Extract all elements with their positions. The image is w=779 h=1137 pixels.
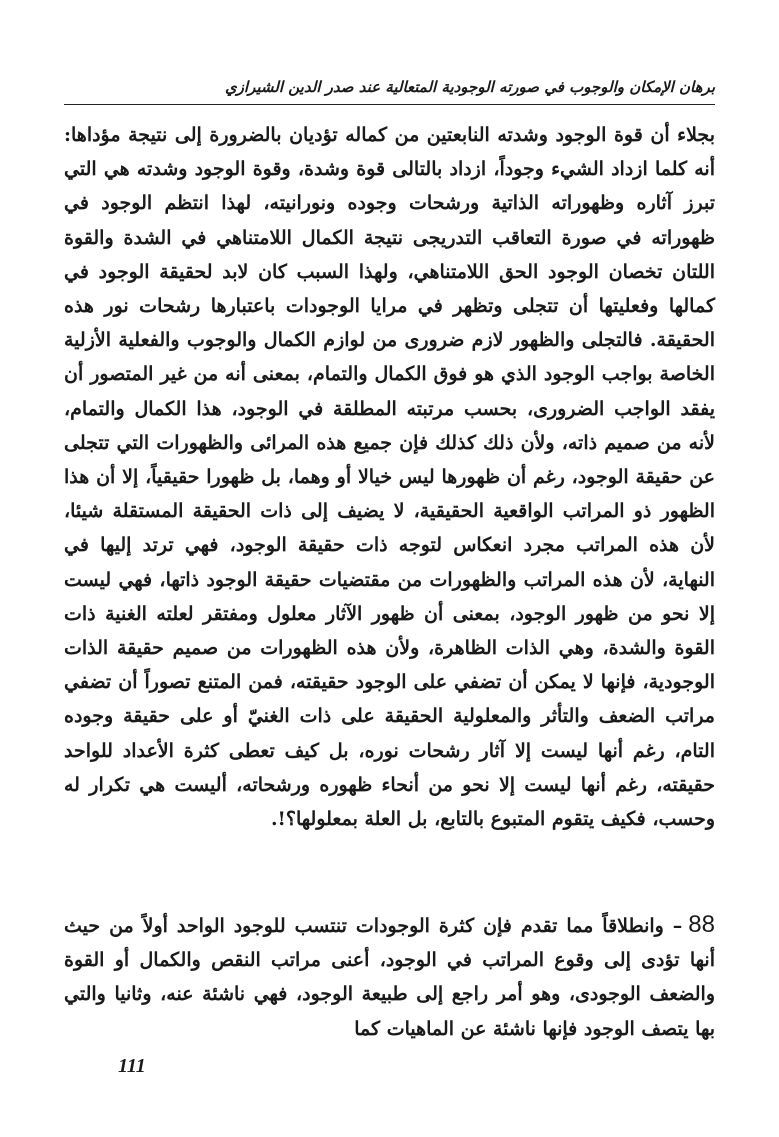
running-header: برهان الإمكان والوجوب في صورته الوجودية المتعالية عند صدر الدين الشيرازي [64,78,715,105]
section-number: 88 [688,911,715,938]
paragraph-2 [64,908,715,1046]
paragraph-1: بجلاء أن قوة الوجود وشدته النابعتين من كماله تؤديان بالضرورة إلى نتيجة مؤداها: أنه كلما ازداد الشيء وجوداً، ازداد بالتالى قوة وشدة، وقوة الوجود وشدته هي التي تبرز آثاره وظهوراته الذاتية ورشحات وجوده ونورانيته، لهذا انتظم الوجود في ظهوراته في صورة التعاقب التدريجى نتيجة الكمال اللامتناهي في الشدة والقوة اللتان تخصان الوجود الحق اللامتناهي، ولهذا السبب كان لابد لحقيقة الوجود في كمالها وفعليتها أن تتجلى وتظهر في مرايا الوجودات باعتبارها رشحات نور هذه الحقيقة. فالتجلى والظهور لازم ضرورى من لوازم الكمال والوجوب والفعلية الأزلية الخاصة بواجب الوجود الذي هو فوق الكمال والتمام، بمعنى أنه من غير المتصور أن يفقد الواجب الضرورى، بحسب مرتبته المطلقة في الوجود، هذا الكمال والتمام، لأنه من صميم ذاته، ولأن ذلك كذلك فإن جميع هذه المرائى والظهورات التي تتجلى عن حقيقة الوجود، رغم أن ظهورها ليس خيالا أو وهما، بل ظهورا حقيقياً، إلا أن هذا الظهور ذو المراتب الواقعية الحقيقية، لا يضيف إلى ذات الحقيقة المستقلة شيئا، لأن هذه المراتب مجرد انعكاس لتوجه ذات حقيقة الوجود، فهي ترتد إليها في النهاية، لأن هذه المراتب والظهورات من مقتضيات حقيقة الوجود ذاتها، فهي ليست إلا نحو من ظهور الوجود، بمعنى أن ظهور الآثار معلول ومفتقر لعلته الغنية ذات القوة والشدة، وهي الذات الظاهرة، ولأن هذه الظهورات من صميم حقيقة الذات الوجودية، فإنها لا يمكن أن تضفي على الوجود حقيقته، فمن المتنع تصوراً أن تضفي مراتب الضعف والتأثر والمعلولية الحقيقة على ذات الغنيّ أو على حقيقة وجوده التام، رغم أنها ليست إلا آثار رشحات نوره، بل كيف تعطى كثرة الأعداد للواحد حقيقته، رغم أنها ليست إلا نحو من أنحاء ظهوره ورشحاته، أليست هي تكرار له وحسب، فكيف يتقوم المتبوع بالتابع، بل العلة بمعلولها؟!. [64,124,715,831]
section-paragraph [64,908,715,1046]
page-number: 111 [118,1055,146,1077]
paragraph-2-text: – وانطلاقاً مما تقدم فإن كثرة الوجودات تنتسب للوجود الواحد أولاً من حيث أنها تؤدى إلى وقوع المراتب في الوجود، أعنى مراتب النقص والكمال أو القوة والضعف الوجودى، وهو أمر راجع إلى طبيعة الوجود، فهي ناشئة عنه، وثانيا والتي بها يتصف الوجود فإنها ناشئة عن الماهيات كما [64,915,715,1040]
body-text [64,118,715,836]
